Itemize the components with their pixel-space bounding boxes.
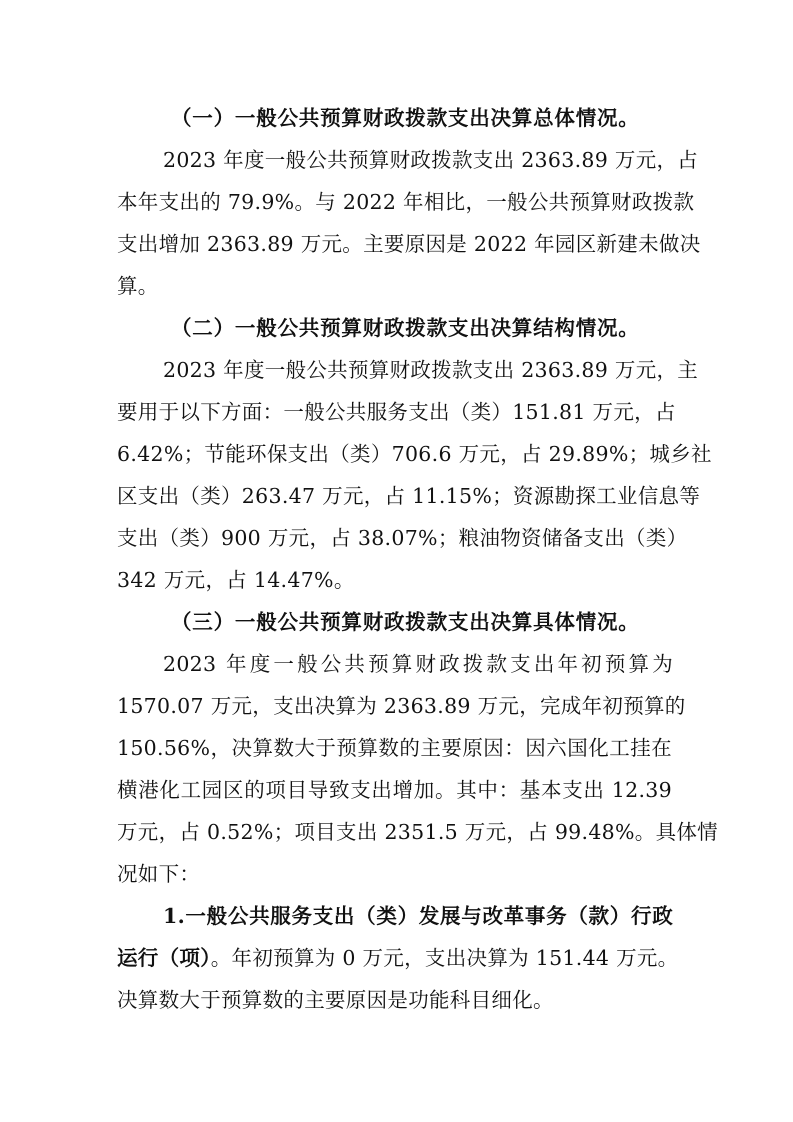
section2-line-6: 342 万元，占 14.47%。 — [117, 568, 355, 592]
section2-heading: （二）一般公共预算财政拨款支出决算结构情况。 — [171, 316, 640, 340]
section2-line-1: 2023 年度一般公共预算财政拨款支出 2363.89 万元，主 — [163, 358, 699, 382]
item1-line-3: 决算数大于预算数的主要原因是功能科目细化。 — [117, 988, 554, 1012]
section1-line-2: 本年支出的 79.9%。与 2022 年相比，一般公共预算财政拨款 — [117, 190, 695, 214]
section2-line-2: 要用于以下方面：一般公共服务支出（类）151.81 万元，占 — [117, 400, 676, 424]
section3-line-5: 万元，占 0.52%；项目支出 2351.5 万元，占 99.48%。具体情 — [117, 820, 718, 844]
section3-line-2: 1570.07 万元，支出决算为 2363.89 万元，完成年初预算的 — [117, 694, 686, 718]
section2-line-5: 支出（类）900 万元，占 38.07%；粮油物资储备支出（类） — [117, 526, 688, 550]
item1-line-2 — [117, 943, 679, 973]
section2-line-3: 6.42%；节能环保支出（类）706.6 万元，占 29.89%；城乡社 — [117, 442, 712, 466]
section3-line-4: 横港化工园区的项目导致支出增加。其中：基本支出 12.39 — [117, 778, 672, 802]
section3-line-3: 150.56%，决算数大于预算数的主要原因：因六国化工挂在 — [117, 736, 672, 760]
section1-heading: （一）一般公共预算财政拨款支出决算总体情况。 — [171, 106, 640, 130]
item1-line-1: 1.一般公共服务支出（类）发展与改革事务（款）行政 — [163, 904, 673, 928]
section3-line-1: 2023 年度一般公共预算财政拨款支出年初预算为 — [163, 652, 673, 676]
item1-line-2-bold: 运行（项） — [117, 946, 211, 970]
section1-line-3: 支出增加 2363.89 万元。主要原因是 2022 年园区新建未做决 — [117, 232, 701, 256]
section3-line-6: 况如下： — [117, 862, 201, 886]
section1-line-1: 2023 年度一般公共预算财政拨款支出 2363.89 万元，占 — [163, 148, 699, 172]
section3-heading: （三）一般公共预算财政拨款支出决算具体情况。 — [171, 610, 640, 634]
section2-line-4: 区支出（类）263.47 万元，占 11.15%；资源勘探工业信息等 — [117, 484, 701, 508]
section1-line-4: 算。 — [117, 274, 159, 298]
item1-line-2-rest: 。年初预算为 0 万元，支出决算为 151.44 万元。 — [210, 946, 679, 970]
